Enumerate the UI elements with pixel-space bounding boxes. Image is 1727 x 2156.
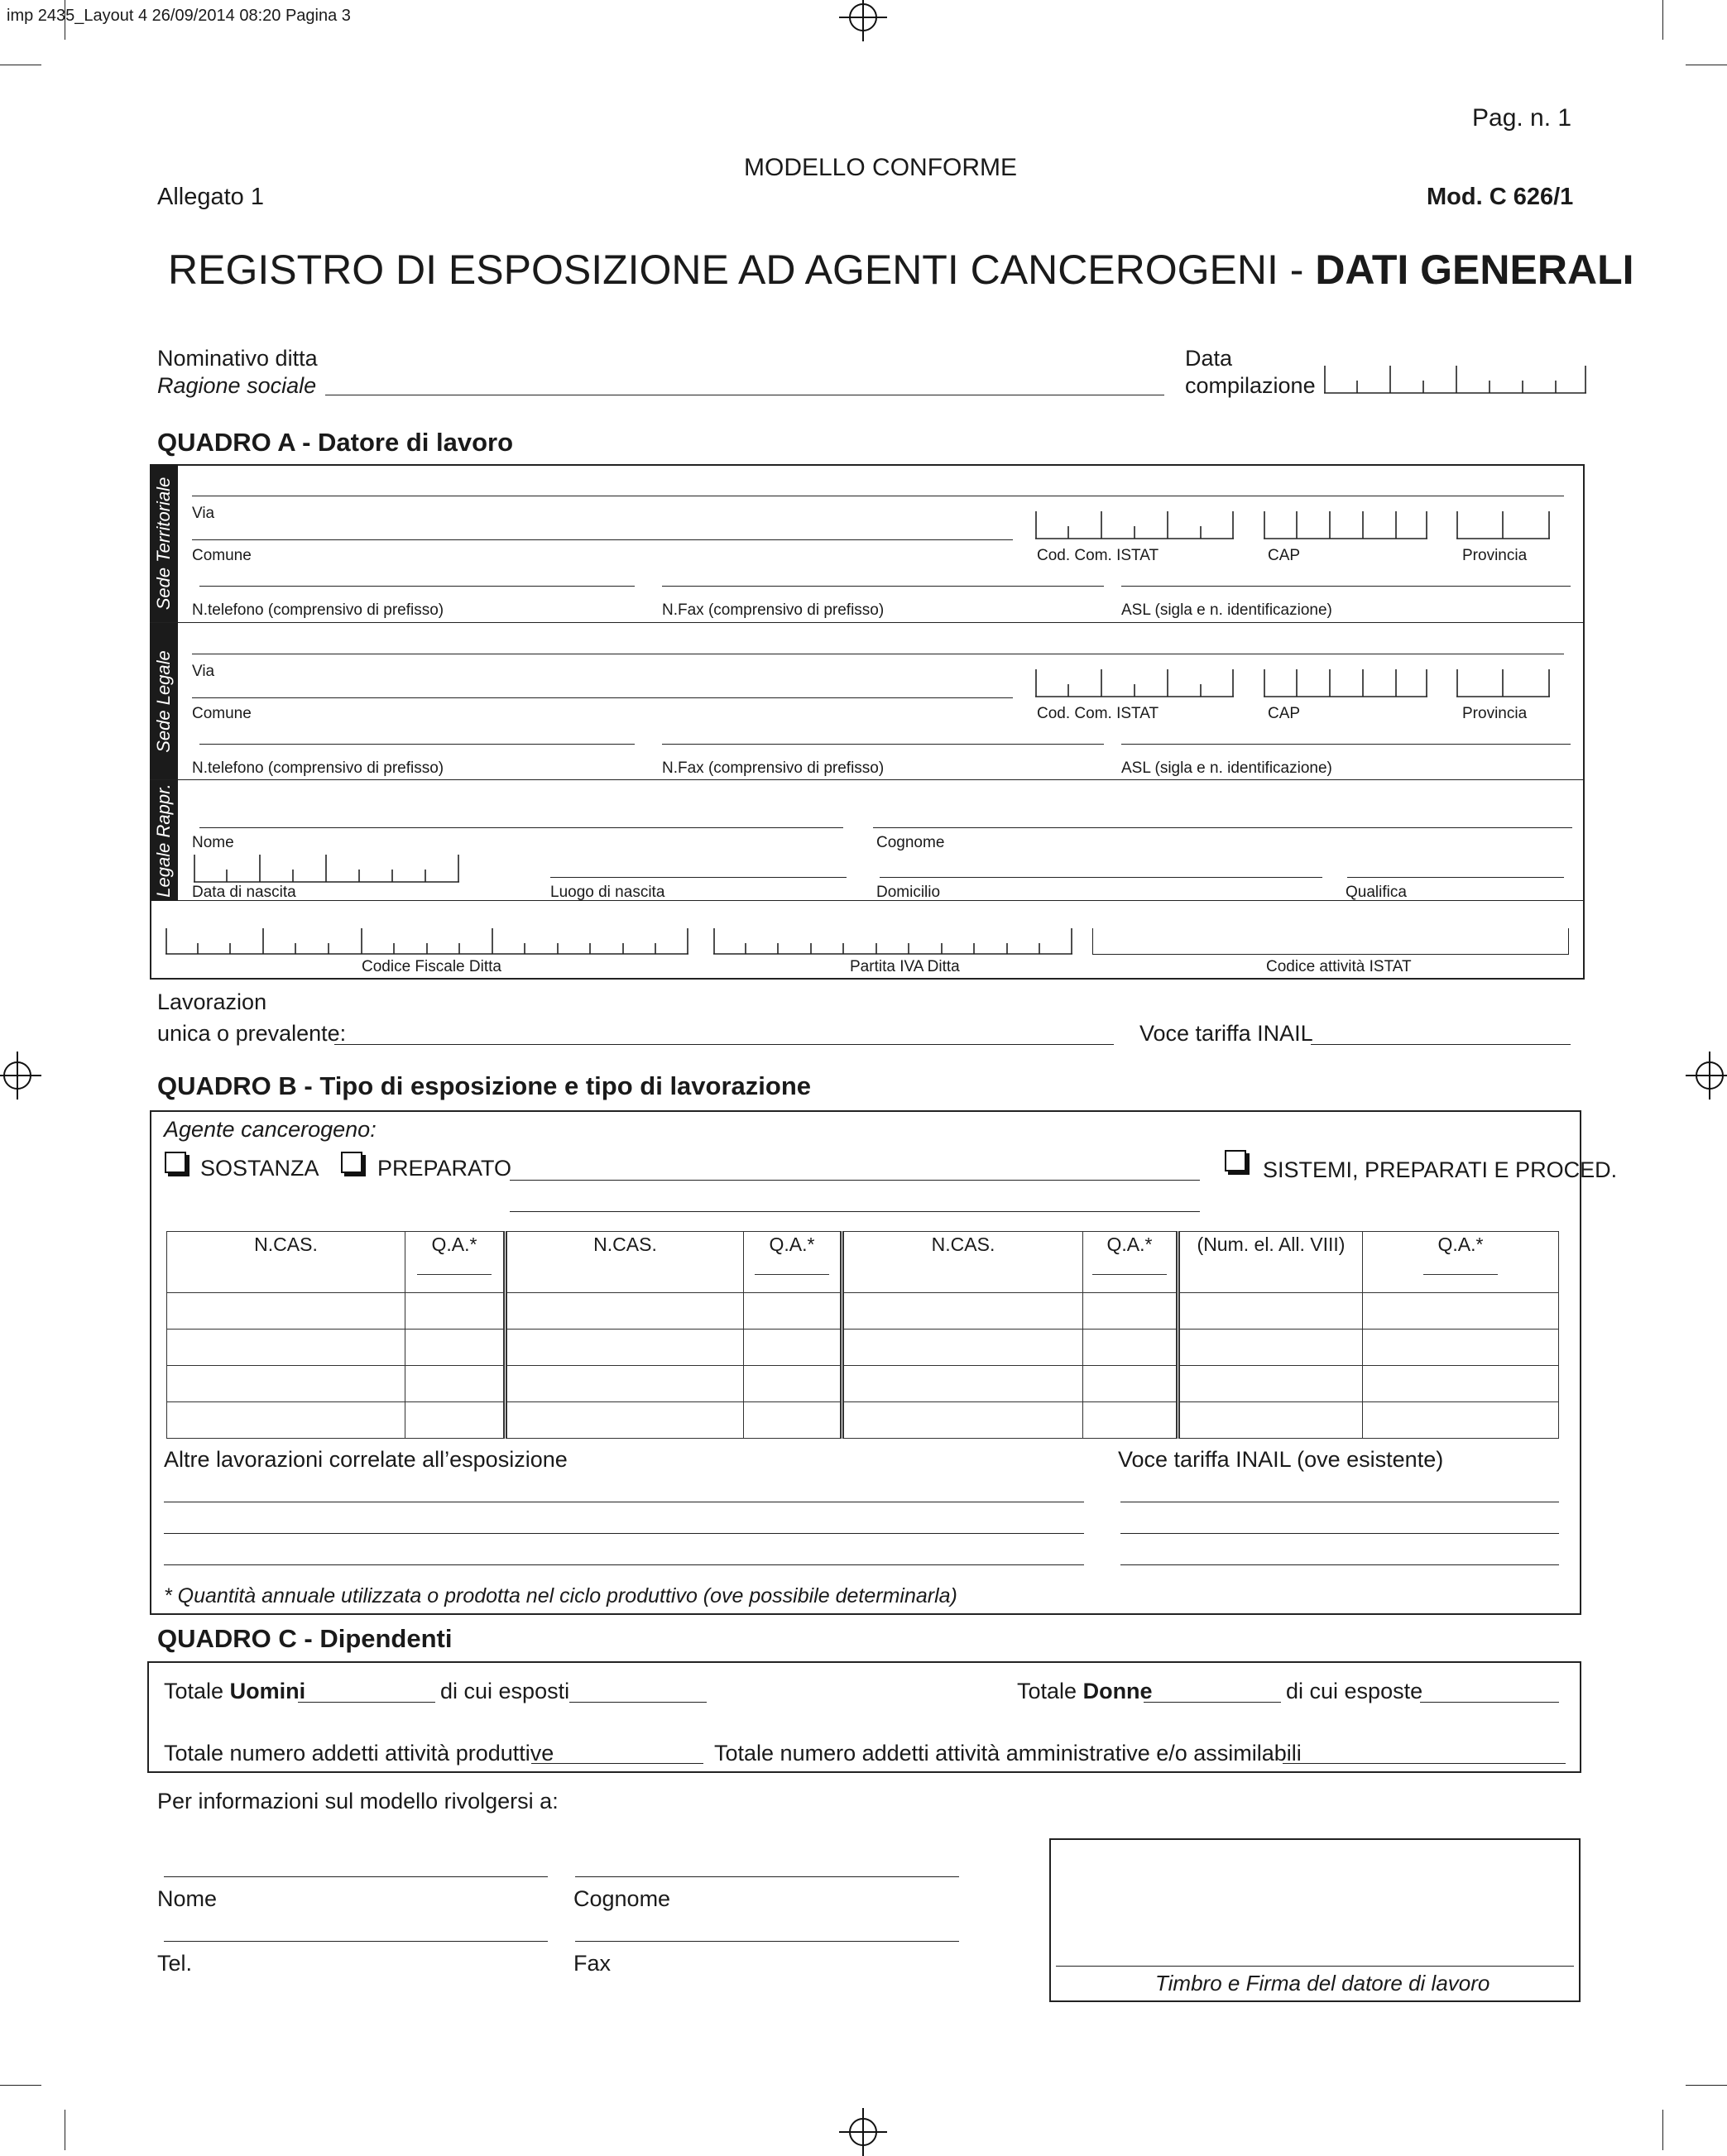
page-title: REGISTRO DI ESPOSIZIONE AD AGENTI CANCEROGENI - DATI GENERALI	[168, 247, 1634, 293]
registration-mark-bottom	[849, 2118, 877, 2146]
sistemi-checkbox[interactable]	[1225, 1150, 1246, 1171]
di-cui-esposti-field[interactable]	[569, 1702, 707, 1703]
info-cognome-label: Cognome	[573, 1886, 671, 1911]
col-ncas: N.CAS.	[842, 1232, 1083, 1293]
comune-label: Comune	[192, 705, 252, 722]
preparato-field[interactable]	[510, 1180, 1200, 1181]
luogo-nascita-label: Luogo di nascita	[550, 884, 665, 901]
section-divider	[150, 622, 1585, 623]
date-ticks	[194, 855, 459, 883]
sede-legale-tab: Sede Legale	[150, 623, 178, 780]
codice-attivita-label: Codice attività ISTAT	[1266, 958, 1412, 975]
data-compilazione-field[interactable]	[1324, 366, 1586, 394]
amministrative-field[interactable]	[1283, 1763, 1566, 1764]
asl-label: ASL (sigla e n. identificazione)	[1121, 601, 1332, 619]
cap-label: CAP	[1268, 705, 1301, 722]
sostanza-checkbox[interactable]	[165, 1152, 186, 1173]
mod-code: Mod. C 626/1	[1427, 184, 1574, 210]
cap-ticks	[1264, 669, 1427, 697]
quadro-b-title: QUADRO B - Tipo di esposizione e tipo di lavorazione	[157, 1071, 812, 1100]
provincia-label: Provincia	[1462, 705, 1528, 722]
provincia-ticks	[1456, 669, 1550, 697]
quadro-c-title: QUADRO C - Dipendenti	[157, 1624, 453, 1653]
totale-uomini-field[interactable]	[298, 1702, 435, 1703]
istat-ticks	[1035, 511, 1234, 539]
di-cui-esposte-label: di cui esposte	[1286, 1679, 1423, 1703]
totale-donne-label: Totale Donne	[1017, 1679, 1153, 1703]
quadro-a-title: QUADRO A - Datore di lavoro	[157, 428, 514, 457]
info-tel-label: Tel.	[157, 1951, 193, 1976]
cap-field[interactable]	[1264, 511, 1427, 539]
altre-lavorazioni-label: Altre lavorazioni correlate all’esposizione	[164, 1447, 568, 1472]
telefono-label: N.telefono (comprensivo di prefisso)	[192, 759, 444, 777]
cod-com-istat-field[interactable]	[1035, 669, 1234, 697]
telefono-field[interactable]	[199, 744, 635, 745]
via-field[interactable]	[192, 539, 1013, 540]
provincia-field[interactable]	[1456, 511, 1550, 539]
lavorazione-label-1: Lavorazion	[157, 989, 267, 1014]
agente-label: Agente cancerogeno:	[164, 1117, 377, 1142]
allegato: Allegato 1	[157, 184, 264, 210]
page-number: Pag. n. 1	[1472, 104, 1572, 132]
fax-label: N.Fax (comprensivo di prefisso)	[662, 759, 885, 777]
info-fax-field[interactable]	[575, 1941, 959, 1942]
altre-lavorazioni-field[interactable]	[164, 1564, 1084, 1565]
codice-fiscale-label: Codice Fiscale Ditta	[362, 958, 501, 975]
info-tel-field[interactable]	[164, 1941, 548, 1942]
registration-mark-left	[3, 1061, 31, 1090]
crop-mark	[1686, 2085, 1727, 2086]
timbro-label: Timbro e Firma del datore di lavoro	[1155, 1971, 1490, 1995]
cas-table	[166, 1231, 1559, 1439]
partita-iva-label: Partita IVA Ditta	[850, 958, 960, 975]
provincia-field[interactable]	[1456, 669, 1550, 697]
produttive-label: Totale numero addetti attività produttive	[164, 1741, 554, 1766]
preparato-label: PREPARATO	[377, 1156, 512, 1181]
registration-mark-right	[1696, 1061, 1724, 1090]
asl-label: ASL (sigla e n. identificazione)	[1121, 759, 1332, 777]
preparato-field-2[interactable]	[510, 1211, 1200, 1212]
ragione-label: Ragione sociale	[157, 373, 317, 398]
asl-field[interactable]	[1121, 586, 1571, 587]
legale-rappr-tab: Legale Rappr.	[150, 780, 178, 901]
quadro-a-box	[150, 464, 1585, 980]
codice-attivita-field[interactable]	[1092, 928, 1569, 955]
codice-fiscale-ticks	[166, 928, 688, 955]
nome-label: Nome	[192, 834, 234, 851]
sistemi-label: SISTEMI, PREPARATI E PROCED.	[1263, 1157, 1618, 1182]
col-qa: Q.A.*	[1083, 1232, 1178, 1293]
voce-tariffa-field[interactable]	[1311, 1044, 1571, 1045]
firma-line	[1056, 1966, 1574, 1967]
cognome-field[interactable]	[873, 827, 1572, 828]
cod-com-istat-field[interactable]	[1035, 511, 1234, 539]
registration-mark-top	[849, 3, 877, 31]
cod-com-label: Cod. Com. ISTAT	[1037, 547, 1159, 564]
via-label: Via	[192, 663, 215, 680]
comune-label: Comune	[192, 547, 252, 564]
voce-ove-field[interactable]	[1120, 1533, 1559, 1534]
nominativo-label: Nominativo ditta	[157, 346, 318, 371]
provincia-label: Provincia	[1462, 547, 1528, 564]
compilazione-label: compilazione	[1185, 373, 1316, 398]
table-row[interactable]	[167, 1330, 1559, 1366]
cod-com-label: Cod. Com. ISTAT	[1037, 705, 1159, 722]
col-num-all: (Num. el. All. VIII)	[1178, 1232, 1363, 1293]
data-nascita-label: Data di nascita	[192, 884, 296, 901]
codice-fiscale-field[interactable]	[166, 928, 688, 955]
crop-mark	[1662, 0, 1663, 40]
qualifica-label: Qualifica	[1346, 884, 1407, 901]
via-label: Via	[192, 505, 215, 522]
per-info-label: Per informazioni sul modello rivolgersi a:	[157, 1789, 559, 1813]
sostanza-label: SOSTANZA	[200, 1156, 319, 1181]
fax-field[interactable]	[662, 586, 1104, 587]
provincia-ticks	[1456, 511, 1550, 539]
print-slug: imp 2435_Layout 4 26/09/2014 08:20 Pagina 3	[7, 7, 351, 25]
cap-field[interactable]	[1264, 669, 1427, 697]
voce-ove-label: Voce tariffa INAIL (ove esistente)	[1118, 1447, 1444, 1472]
data-label: Data	[1185, 346, 1233, 371]
info-cognome-field[interactable]	[575, 1876, 959, 1877]
col-ncas: N.CAS.	[506, 1232, 744, 1293]
asl-field[interactable]	[1121, 744, 1571, 745]
modello-conforme: MODELLO CONFORME	[744, 154, 1018, 181]
cap-ticks	[1264, 511, 1427, 539]
via-field[interactable]	[192, 697, 1013, 698]
voce-ove-field[interactable]	[1120, 1564, 1559, 1565]
section-divider	[150, 779, 1585, 780]
telefono-label: N.telefono (comprensivo di prefisso)	[192, 601, 444, 619]
table-header-row	[167, 1232, 1559, 1293]
partita-iva-ticks	[713, 928, 1072, 955]
crop-mark	[0, 2085, 41, 2086]
info-nome-field[interactable]	[164, 1876, 548, 1877]
fax-field[interactable]	[662, 744, 1104, 745]
partita-iva-field[interactable]	[713, 928, 1072, 955]
data-nascita-field[interactable]	[194, 855, 459, 883]
domicilio-label: Domicilio	[876, 884, 941, 901]
lavorazione-label-2: unica o prevalente:	[157, 1021, 347, 1046]
col-qa: Q.A.*	[744, 1232, 842, 1293]
domicilio-field[interactable]	[880, 877, 1322, 878]
di-cui-esposte-field[interactable]	[1420, 1702, 1559, 1703]
table-row[interactable]	[167, 1402, 1559, 1439]
totale-uomini-label: Totale Uomini	[164, 1679, 306, 1703]
preparato-checkbox[interactable]	[341, 1152, 362, 1173]
nome-field[interactable]	[199, 827, 843, 828]
table-row[interactable]	[167, 1366, 1559, 1402]
produttive-field[interactable]	[531, 1763, 703, 1764]
amministrative-label: Totale numero addetti attività amministrative e/o assimilabili	[714, 1741, 1302, 1766]
sede-territoriale-tab: Sede Territoriale	[150, 464, 178, 623]
telefono-field[interactable]	[199, 586, 635, 587]
altre-lavorazioni-field[interactable]	[164, 1533, 1084, 1534]
footnote: * Quantità annuale utilizzata o prodotta nel ciclo produttivo (ove possibile determinarla)	[164, 1584, 957, 1607]
col-qa: Q.A.*	[405, 1232, 506, 1293]
info-nome-label: Nome	[157, 1886, 218, 1911]
fax-label: N.Fax (comprensivo di prefisso)	[662, 601, 885, 619]
cap-label: CAP	[1268, 547, 1301, 564]
col-ncas: N.CAS.	[167, 1232, 405, 1293]
col-qa: Q.A.*	[1363, 1232, 1559, 1293]
table-row[interactable]	[167, 1293, 1559, 1330]
cognome-label: Cognome	[876, 834, 945, 851]
qualifica-field[interactable]	[1347, 877, 1564, 878]
di-cui-esposti-label: di cui esposti	[440, 1679, 570, 1703]
crop-mark	[1662, 2110, 1663, 2150]
info-fax-label: Fax	[573, 1951, 612, 1976]
totale-donne-field[interactable]	[1144, 1702, 1281, 1703]
voce-tariffa-label: Voce tariffa INAIL	[1139, 1021, 1313, 1046]
date-ticks	[1324, 366, 1586, 394]
lavorazione-field[interactable]	[334, 1044, 1114, 1045]
istat-ticks	[1035, 669, 1234, 697]
luogo-nascita-field[interactable]	[550, 877, 847, 878]
